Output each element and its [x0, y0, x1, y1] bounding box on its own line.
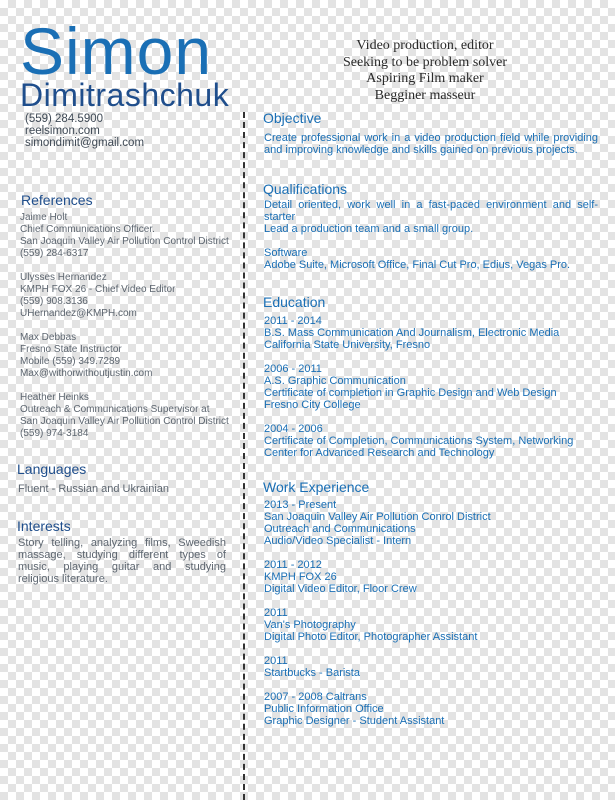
reference-line: Chief Communications Officer. — [20, 224, 155, 235]
reference-line: Max Debbas — [20, 332, 77, 343]
education-line: Certificate of Completion, Communications System, Networking — [264, 435, 574, 447]
work-line: KMPH FOX 26 — [264, 571, 337, 583]
references-heading: References — [21, 192, 93, 208]
education-line: Fresno City College — [264, 399, 361, 411]
tagline: Aspiring Film maker — [366, 71, 484, 87]
software-label: Software — [264, 247, 308, 259]
qualifications-heading: Qualifications — [263, 181, 348, 197]
work-entry — [264, 559, 604, 595]
work-list — [264, 499, 604, 727]
work-date: 2013 - Present — [264, 499, 337, 511]
languages-heading: Languages — [17, 461, 87, 477]
education-date: 2011 - 2014 — [264, 315, 322, 327]
first-name: Simon — [20, 14, 213, 88]
email: simondimit@gmail.com — [25, 137, 145, 149]
work-date: 2011 — [264, 607, 288, 619]
work-entry — [264, 499, 604, 547]
reference-line: Mobile (559) 349.7289 — [20, 356, 121, 367]
education-entry — [264, 423, 604, 459]
last-name: Dimitrashchuk — [20, 77, 230, 113]
education-entry — [264, 363, 604, 411]
software-text: Adobe Suite, Microsoft Office, Final Cut Pro, Edius, Vegas Pro. — [264, 259, 571, 271]
work-line: Outreach and Communications — [264, 523, 416, 535]
work-line: Public Information Office — [264, 703, 384, 715]
education-heading: Education — [263, 294, 326, 310]
contact-info — [25, 113, 144, 149]
reference-line: San Joaquin Valley Air Pollution Control District — [20, 416, 229, 427]
qualifications-body — [264, 199, 598, 271]
education-line: Certificate of completion in Graphic Design and Web Design — [264, 387, 557, 399]
reference-line: KMPH FOX 26 - Chief Video Editor — [20, 284, 176, 295]
qualification-line: Lead a production team and a small group. — [264, 223, 474, 235]
reference-line: Heather Heinks — [20, 392, 89, 403]
work-line: Digital Video Editor, Floor Crew — [264, 583, 417, 595]
phone: (559) 284.5900 — [25, 113, 104, 125]
tagline: Video production, editor — [356, 38, 494, 53]
education-list — [264, 315, 604, 459]
reference-line: (559) 908.3136 — [20, 296, 88, 307]
reference-line: (559) 974-3184 — [20, 428, 89, 439]
tagline: Seeking to be problem solver — [342, 54, 508, 70]
objective-heading: Objective — [263, 110, 322, 126]
work-heading: Work Experience — [263, 479, 370, 495]
work-line: San Joaquin Valley Air Pollution Conrol District — [264, 511, 491, 523]
qualification-line: Detail oriented, work well in a fast-paced environment and self-starter — [264, 199, 598, 223]
work-line: Digital Photo Editor, Photographer Assistant — [264, 631, 478, 643]
reference-line: Outreach & Communications Supervisor at — [20, 404, 210, 415]
reference-entry — [20, 212, 242, 260]
reference-line: (559) 284-6317 — [20, 248, 89, 259]
education-line: A.S. Graphic Communication — [264, 375, 406, 387]
interests-heading: Interests — [17, 518, 71, 534]
education-entry — [264, 315, 604, 351]
interests-text: Story telling, analyzing films, Sweedish massage, studying different types of music, playing guitar and studying religious literature. — [18, 537, 226, 585]
reference-line: Ulysses Hernandez — [20, 272, 107, 283]
work-line: Van's Photography — [264, 619, 356, 631]
taglines — [330, 38, 520, 104]
reference-entry — [20, 332, 242, 380]
work-entry — [264, 655, 604, 679]
education-date: 2004 - 2006 — [264, 423, 323, 435]
education-date: 2006 - 2011 — [264, 363, 322, 375]
work-line: Graphic Designer - Student Assistant — [264, 715, 445, 727]
education-line: Center for Advanced Research and Technology — [264, 447, 495, 459]
references-list — [20, 212, 242, 452]
education-line: B.S. Mass Communication And Journalism, Electronic Media — [264, 327, 560, 339]
reference-line: Fresno State Instructor — [20, 344, 122, 355]
reference-line: Jaime Holt — [20, 212, 68, 223]
work-date: 2011 - 2012 — [264, 559, 322, 571]
work-date: 2007 - 2008 Caltrans — [264, 691, 367, 703]
reference-entry — [20, 392, 242, 440]
work-line: Audio/Video Specialist - Intern — [264, 535, 412, 547]
work-date: 2011 — [264, 655, 288, 667]
reference-entry — [20, 272, 242, 320]
objective-text: Create professional work in a video production field while providing and improving knowledge and skills gained on previous projects. — [264, 132, 598, 156]
tagline: Begginer masseur — [374, 87, 476, 103]
column-divider — [243, 112, 245, 800]
languages-text: Fluent - Russian and Ukrainian — [18, 483, 170, 495]
work-entry — [264, 691, 604, 727]
reference-line: UHernandez@KMPH.com — [20, 308, 137, 319]
work-entry — [264, 607, 604, 643]
reference-line: San Joaquin Valley Air Pollution Control District — [20, 236, 229, 247]
reference-line: Max@withorwithoutjustin.com — [20, 368, 153, 379]
website: reelsimon.com — [25, 125, 100, 137]
education-line: California State University, Fresno — [264, 339, 431, 351]
work-line: Startbucks - Barista — [264, 667, 360, 679]
